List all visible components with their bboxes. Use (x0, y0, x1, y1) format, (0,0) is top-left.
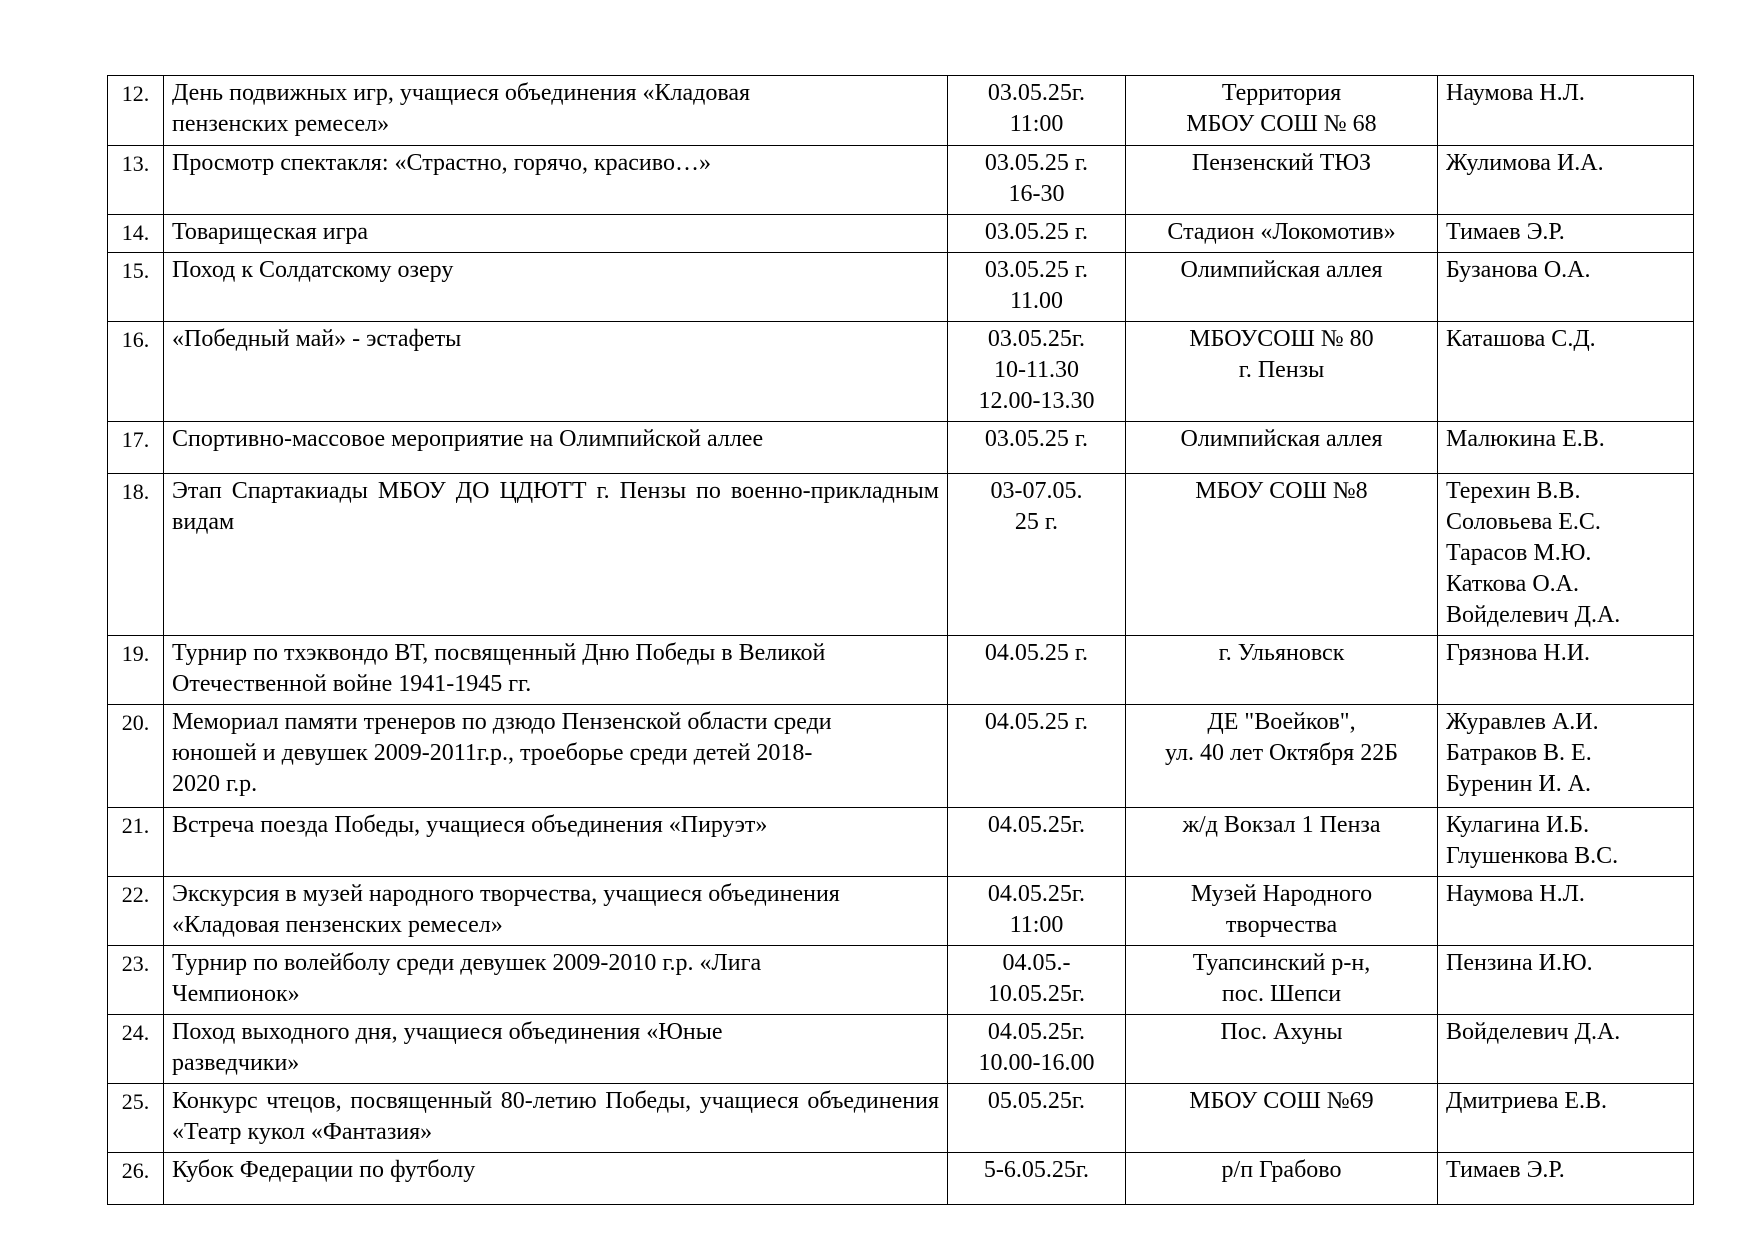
cell-date (948, 1084, 1126, 1153)
cell-text-line: Соловьева Е.С. (1446, 509, 1601, 535)
cell-date (948, 877, 1126, 946)
cell-responsible (1438, 1015, 1694, 1084)
cell-number: 21. (108, 808, 164, 877)
cell-text-line: Конкурс чтецов, посвященный 80-летию Победы, учащиеся объединения «Театр кукол «Фантазия» (172, 1088, 939, 1145)
cell-text-line: 11.00 (1009, 288, 1064, 314)
cell-event-name (164, 946, 948, 1015)
cell-text-line: Турнир по тхэквондо ВТ, посвященный Дню Победы в Великой (172, 640, 826, 666)
cell-text-line: Олимпийская аллея (1180, 257, 1383, 283)
cell-text-line: Стадион «Локомотив» (1167, 219, 1396, 245)
table-row (108, 422, 1694, 474)
cell-number: 13. (108, 146, 164, 215)
cell-place (1126, 1153, 1438, 1205)
cell-text-line: Грязнова Н.И. (1446, 640, 1591, 666)
table-row (108, 146, 1694, 215)
cell-text-line: Наумова Н.Л. (1446, 80, 1585, 106)
cell-text-line: 16-30 (1008, 181, 1065, 207)
cell-text-line: р/п Грабово (1221, 1157, 1342, 1183)
cell-text-line: 10.00-16.00 (978, 1050, 1095, 1076)
cell-text-line: Встреча поезда Победы, учащиеся объединения «Пируэт» (172, 812, 768, 838)
cell-number: 23. (108, 946, 164, 1015)
cell-text-line: Олимпийская аллея (1180, 426, 1383, 452)
table-row (108, 215, 1694, 253)
cell-place (1126, 1084, 1438, 1153)
cell-text-line: Наумова Н.Л. (1446, 881, 1585, 907)
table-row (108, 253, 1694, 322)
cell-text-line: Поход к Солдатскому озеру (172, 257, 454, 283)
cell-number: 17. (108, 422, 164, 474)
cell-text-line: 03.05.25 г. (984, 219, 1089, 245)
cell-place (1126, 705, 1438, 808)
cell-event-name (164, 76, 948, 146)
cell-date (948, 215, 1126, 253)
cell-text-line: Экскурсия в музей народного творчества, учащиеся объединения (172, 881, 840, 907)
cell-event-name (164, 705, 948, 808)
cell-text-line: Тимаев Э.Р. (1446, 1157, 1565, 1183)
cell-responsible (1438, 1153, 1694, 1205)
cell-text-line: Спортивно-массовое мероприятие на Олимпийской аллее (172, 426, 764, 452)
cell-place (1126, 808, 1438, 877)
cell-text-line: 04.05.25 г. (984, 640, 1089, 666)
cell-text-line: Жулимова И.А. (1446, 150, 1604, 176)
cell-text-line: Туапсинский р-н, (1192, 950, 1371, 976)
cell-date (948, 474, 1126, 636)
cell-number: 14. (108, 215, 164, 253)
cell-place (1126, 946, 1438, 1015)
cell-text-line: г. Пензы (1238, 357, 1325, 383)
cell-text-line: Войделевич Д.А. (1446, 602, 1621, 628)
cell-text-line: творчества (1225, 912, 1338, 938)
cell-text-line: пензенских ремесел» (172, 111, 390, 137)
cell-text-line: Мемориал памяти тренеров по дзюдо Пензенской области среди (172, 709, 832, 735)
events-table-body (108, 76, 1694, 1205)
cell-responsible (1438, 146, 1694, 215)
cell-event-name (164, 636, 948, 705)
cell-text-line: ул. 40 лет Октября 22Б (1165, 740, 1398, 766)
cell-text-line: Пос. Ахуны (1220, 1019, 1343, 1045)
cell-date (948, 253, 1126, 322)
cell-text-line: Тарасов М.Ю. (1446, 540, 1592, 566)
cell-text-line: 03.05.25г. (987, 80, 1086, 106)
cell-text-line: 03.05.25 г. (984, 150, 1089, 176)
cell-number: 12. (108, 76, 164, 146)
cell-text-line: Чемпионок» (172, 981, 300, 1007)
cell-place (1126, 253, 1438, 322)
cell-text-line: 04.05.25 г. (984, 709, 1089, 735)
cell-place (1126, 636, 1438, 705)
cell-text-line: МБОУ СОШ № 68 (1186, 111, 1377, 137)
table-row (108, 1153, 1694, 1205)
cell-text-line: Товарищеская игра (172, 219, 369, 245)
cell-text-line: Кулагина И.Б. (1446, 812, 1590, 838)
cell-text-line: Просмотр спектакля: «Страстно, горячо, красиво…» (172, 150, 711, 176)
cell-place (1126, 474, 1438, 636)
cell-text-line: Отечественной войне 1941-1945 гг. (172, 671, 532, 697)
cell-responsible (1438, 1084, 1694, 1153)
cell-number: 18. (108, 474, 164, 636)
cell-text-line: МБОУСОШ № 80 (1189, 326, 1374, 352)
cell-number: 16. (108, 322, 164, 422)
cell-text-line: юношей и девушек 2009-2011г.р., троеборье среди детей 2018- (172, 740, 813, 766)
cell-number: 24. (108, 1015, 164, 1084)
cell-date (948, 1015, 1126, 1084)
table-row (108, 636, 1694, 705)
cell-text-line: «Кладовая пензенских ремесел» (172, 912, 503, 938)
cell-text-line: Терехин В.В. (1446, 478, 1581, 504)
cell-place (1126, 322, 1438, 422)
cell-text-line: Малюкина Е.В. (1446, 426, 1605, 452)
cell-event-name (164, 1084, 948, 1153)
cell-responsible (1438, 474, 1694, 636)
table-row (108, 1084, 1694, 1153)
table-row (108, 877, 1694, 946)
cell-number: 22. (108, 877, 164, 946)
cell-text-line: Территория (1221, 80, 1342, 106)
cell-text-line: ДЕ "Воейков", (1207, 709, 1356, 735)
cell-place (1126, 1015, 1438, 1084)
cell-text-line: 11:00 (1009, 912, 1064, 938)
cell-text-line: Тимаев Э.Р. (1446, 219, 1565, 245)
cell-text-line: Пензенский ТЮЗ (1191, 150, 1372, 176)
cell-text-line: Музей Народного (1190, 881, 1373, 907)
events-table (107, 75, 1694, 1205)
cell-text-line: Войделевич Д.А. (1446, 1019, 1621, 1045)
cell-number: 15. (108, 253, 164, 322)
cell-event-name (164, 474, 948, 636)
cell-date (948, 322, 1126, 422)
cell-responsible (1438, 322, 1694, 422)
cell-event-name (164, 322, 948, 422)
cell-text-line: День подвижных игр, учащиеся объединения «Кладовая (172, 80, 751, 106)
cell-event-name (164, 1015, 948, 1084)
cell-text-line: Пензина И.Ю. (1446, 950, 1593, 976)
cell-text-line: МБОУ СОШ №69 (1189, 1088, 1374, 1114)
cell-date (948, 705, 1126, 808)
cell-event-name (164, 877, 948, 946)
cell-number: 25. (108, 1084, 164, 1153)
cell-text-line: 10.05.25г. (987, 981, 1086, 1007)
cell-place (1126, 422, 1438, 474)
cell-event-name (164, 253, 948, 322)
cell-text-line: 05.05.25г. (987, 1088, 1086, 1114)
cell-responsible (1438, 946, 1694, 1015)
cell-text-line: 03-07.05. (990, 478, 1083, 504)
cell-responsible (1438, 636, 1694, 705)
cell-text-line: 04.05.25г. (987, 881, 1086, 907)
cell-event-name (164, 422, 948, 474)
cell-text-line: 04.05.25г. (987, 812, 1086, 838)
cell-text-line: 03.05.25 г. (984, 426, 1089, 452)
cell-text-line: Кубок Федерации по футболу (172, 1157, 476, 1183)
cell-number: 20. (108, 705, 164, 808)
cell-place (1126, 877, 1438, 946)
cell-number: 19. (108, 636, 164, 705)
cell-event-name (164, 215, 948, 253)
cell-text-line: Буренин И. А. (1446, 771, 1592, 797)
cell-event-name (164, 808, 948, 877)
cell-text-line: Каташова С.Д. (1446, 326, 1596, 352)
cell-text-line: МБОУ СОШ №8 (1195, 478, 1368, 504)
cell-text-line: разведчики» (172, 1050, 300, 1076)
cell-text-line: Глушенкова В.С. (1446, 843, 1619, 869)
cell-responsible (1438, 705, 1694, 808)
cell-text-line: Этап Спартакиады МБОУ ДО ЦДЮТТ г. Пензы по военно-прикладным видам (172, 478, 939, 535)
cell-text-line: 11:00 (1009, 111, 1064, 137)
cell-place (1126, 146, 1438, 215)
cell-responsible (1438, 215, 1694, 253)
cell-event-name (164, 1153, 948, 1205)
cell-place (1126, 215, 1438, 253)
cell-date (948, 1153, 1126, 1205)
table-row (108, 1015, 1694, 1084)
table-row (108, 705, 1694, 808)
cell-text-line: ж/д Вокзал 1 Пенза (1182, 812, 1381, 838)
cell-text-line: 12.00-13.30 (978, 388, 1095, 414)
cell-date (948, 422, 1126, 474)
cell-text-line: Дмитриева Е.В. (1446, 1088, 1608, 1114)
cell-text-line: 04.05.25г. (987, 1019, 1086, 1045)
table-row (108, 322, 1694, 422)
cell-text-line: г. Ульяновск (1218, 640, 1345, 666)
cell-text-line: Турнир по волейболу среди девушек 2009-2010 г.р. «Лига (172, 950, 762, 976)
cell-responsible (1438, 76, 1694, 146)
cell-date (948, 946, 1126, 1015)
cell-text-line: Батраков В. Е. (1446, 740, 1592, 766)
cell-text-line: Журавлев А.И. (1446, 709, 1599, 735)
cell-text-line: Каткова О.А. (1446, 571, 1579, 597)
cell-text-line: 25 г. (1014, 509, 1059, 535)
cell-date (948, 146, 1126, 215)
cell-place (1126, 76, 1438, 146)
cell-date (948, 808, 1126, 877)
table-row (108, 76, 1694, 146)
cell-event-name (164, 146, 948, 215)
cell-text-line: 2020 г.р. (172, 771, 258, 797)
cell-date (948, 636, 1126, 705)
cell-date (948, 76, 1126, 146)
cell-text-line: 03.05.25г. (987, 326, 1086, 352)
cell-responsible (1438, 877, 1694, 946)
cell-number: 26. (108, 1153, 164, 1205)
cell-text-line: пос. Шепси (1221, 981, 1342, 1007)
cell-text-line: 10-11.30 (993, 357, 1080, 383)
cell-text-line: Поход выходного дня, учащиеся объединения «Юные (172, 1019, 723, 1045)
table-row (108, 946, 1694, 1015)
cell-text-line: «Победный май» - эстафеты (172, 326, 462, 352)
cell-responsible (1438, 422, 1694, 474)
cell-text-line: Бузанова О.А. (1446, 257, 1591, 283)
cell-text-line: 04.05.- (1002, 950, 1071, 976)
table-row (108, 474, 1694, 636)
cell-text-line: 5-6.05.25г. (983, 1157, 1090, 1183)
cell-text-line: 03.05.25 г. (984, 257, 1089, 283)
table-row (108, 808, 1694, 877)
cell-responsible (1438, 253, 1694, 322)
cell-responsible (1438, 808, 1694, 877)
